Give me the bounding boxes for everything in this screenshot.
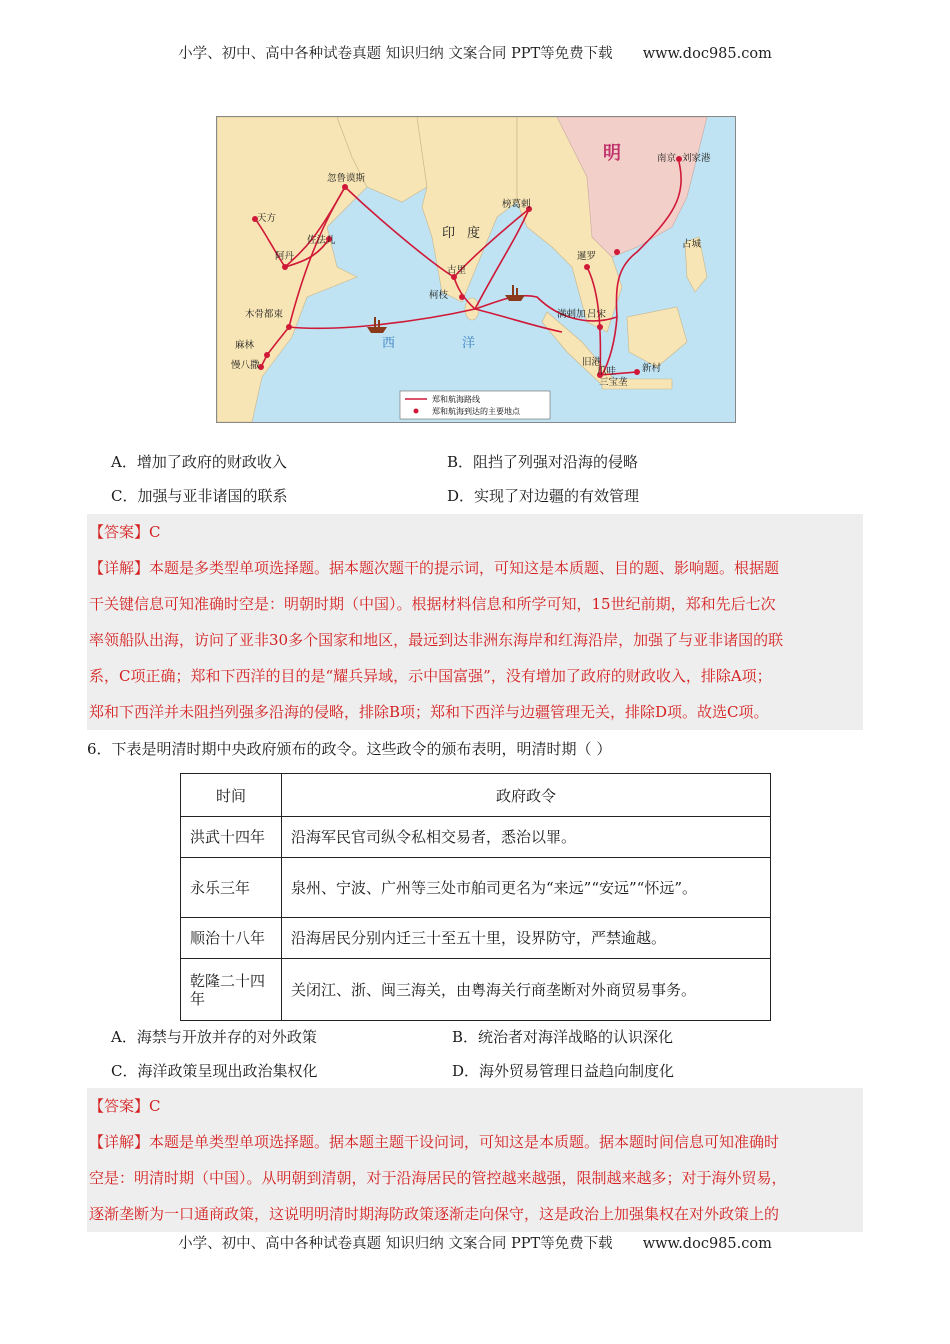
option-a[interactable]: A．增加了政府的财政收入 xyxy=(111,453,287,471)
answer-line: 【答案】C xyxy=(89,1097,161,1115)
svg-text:印: 印 xyxy=(442,226,456,241)
svg-text:郑和航海路线: 郑和航海路线 xyxy=(432,395,480,404)
explanation-line: 郑和下西洋并未阻挡列强多沿海的侵略，排除B项；郑和下西洋与边疆管理无关，排除D项。故选C项。 xyxy=(89,703,769,721)
svg-text:佐法儿: 佐法儿 xyxy=(307,235,336,246)
option-c[interactable]: C．海洋政策呈现出政治集权化 xyxy=(111,1062,318,1080)
svg-text:木骨都束: 木骨都束 xyxy=(245,309,284,320)
svg-text:麻林: 麻林 xyxy=(235,340,255,351)
svg-text:满剌加: 满剌加 xyxy=(557,309,586,320)
svg-text:占城: 占城 xyxy=(682,239,702,250)
table-cell: 乾隆二十四年 xyxy=(181,959,282,1021)
option-a[interactable]: A．海禁与开放并存的对外政策 xyxy=(111,1028,317,1046)
explanation-line: 【详解】本题是单类型单项选择题。据本题主题干设问词，可知这是本质题。据本题时间信息可知准确时 xyxy=(89,1133,780,1151)
option-c[interactable]: C．加强与亚非诸国的联系 xyxy=(111,487,288,505)
table-cell: 顺治十八年 xyxy=(181,918,282,959)
q6-stem: 6．下表是明清时期中央政府颁布的政令。这些政令的颁布表明，明清时期（ ） xyxy=(87,740,612,758)
svg-text:榜葛剌: 榜葛剌 xyxy=(502,199,531,210)
svg-text:古里: 古里 xyxy=(447,265,467,276)
svg-text:旧港: 旧港 xyxy=(582,357,602,368)
explanation-line: 干关键信息可知准确时空是：明朝时期（中国）。根据材料信息和所学可知，15世纪前期，郑和先后七次 xyxy=(89,595,776,613)
svg-text:新村: 新村 xyxy=(642,363,662,374)
option-b[interactable]: B．阻挡了列强对沿海的侵略 xyxy=(447,453,639,471)
edict-table xyxy=(180,773,771,1021)
table-cell: 沿海居民分别内迁三十至五十里，设界防守，严禁逾越。 xyxy=(282,918,771,959)
svg-text:吕宋: 吕宋 xyxy=(587,309,607,320)
svg-text:刘家港: 刘家港 xyxy=(682,153,711,164)
table-header: 政府政令 xyxy=(282,774,771,817)
table-row xyxy=(181,817,771,858)
q5-answer-box xyxy=(87,514,863,730)
explanation-line: 率领船队出海，访问了亚非30多个国家和地区，最远到达非洲东海岸和红海沿岸，加强了与亚非诸国的联 xyxy=(89,631,784,649)
table-cell: 沿海军民官司纵令私相交易者，悉治以罪。 xyxy=(282,817,771,858)
svg-text:天方: 天方 xyxy=(257,213,277,224)
option-b[interactable]: B．统治者对海洋战略的认识深化 xyxy=(452,1028,674,1046)
option-d[interactable]: D．海外贸易管理日益趋向制度化 xyxy=(452,1062,675,1080)
svg-text:柯枝: 柯枝 xyxy=(429,290,449,301)
zheng-he-voyage-map xyxy=(216,116,736,423)
option-d[interactable]: D．实现了对边疆的有效管理 xyxy=(447,487,640,505)
table-cell: 泉州、宁波、广州等三处市舶司更名为“来远”“安远”“怀远”。 xyxy=(282,858,771,918)
table-row xyxy=(181,918,771,959)
explanation-line: 【详解】本题是多类型单项选择题。据本题次题干的提示词，可知这是本质题、目的题、影响题。根据题 xyxy=(89,559,780,577)
explanation-line: 逐渐垄断为一口通商政策，这说明明清时期海防政策逐渐走向保守，这是政治上加强集权在对外政策上的 xyxy=(89,1205,780,1223)
svg-text:洋: 洋 xyxy=(462,336,476,351)
answer-line: 【答案】C xyxy=(89,523,161,541)
svg-text:南京: 南京 xyxy=(657,153,677,164)
svg-text:西: 西 xyxy=(382,336,396,351)
table-cell: 永乐三年 xyxy=(181,858,282,918)
table-cell: 洪武十四年 xyxy=(181,817,282,858)
q6-answer-box xyxy=(87,1088,863,1232)
svg-text:度: 度 xyxy=(467,226,481,241)
svg-text:三宝垄: 三宝垄 xyxy=(599,377,628,388)
explanation-line: 空是：明清时期（中国）。从明朝到清朝，对于沿海居民的管控越来越强，限制越来越多；对于海外贸易， xyxy=(89,1169,787,1187)
table-header: 时间 xyxy=(181,774,282,817)
svg-text:阿丹: 阿丹 xyxy=(275,251,295,262)
header-site[interactable]: www.doc985.com xyxy=(642,46,772,62)
footer-site[interactable]: www.doc985.com xyxy=(642,1236,772,1252)
header-text: 小学、初中、高中各种试卷真题 知识归纳 文案合同 PPT等免费下载 xyxy=(178,46,613,62)
svg-text:忽鲁谟斯: 忽鲁谟斯 xyxy=(327,173,366,184)
svg-text:爪哇: 爪哇 xyxy=(597,366,617,377)
map-legend xyxy=(400,391,550,419)
svg-text:暹罗: 暹罗 xyxy=(577,251,597,262)
footer-text: 小学、初中、高中各种试卷真题 知识归纳 文案合同 PPT等免费下载 xyxy=(178,1236,613,1252)
table-row xyxy=(181,959,771,1021)
table-row xyxy=(181,858,771,918)
svg-text:慢八撒: 慢八撒 xyxy=(231,360,260,371)
svg-text:郑和航海到达的主要地点: 郑和航海到达的主要地点 xyxy=(432,407,520,416)
explanation-line: 系，C项正确；郑和下西洋的目的是“耀兵异域，示中国富强”，没有增加了政府的财政收入，排除A项； xyxy=(89,667,772,685)
page-footer xyxy=(0,1232,950,1253)
page-header xyxy=(0,42,950,63)
table-cell: 关闭江、浙、闽三海关，由粤海关行商垄断对外商贸易事务。 xyxy=(282,959,771,1021)
svg-text:明: 明 xyxy=(603,143,621,164)
